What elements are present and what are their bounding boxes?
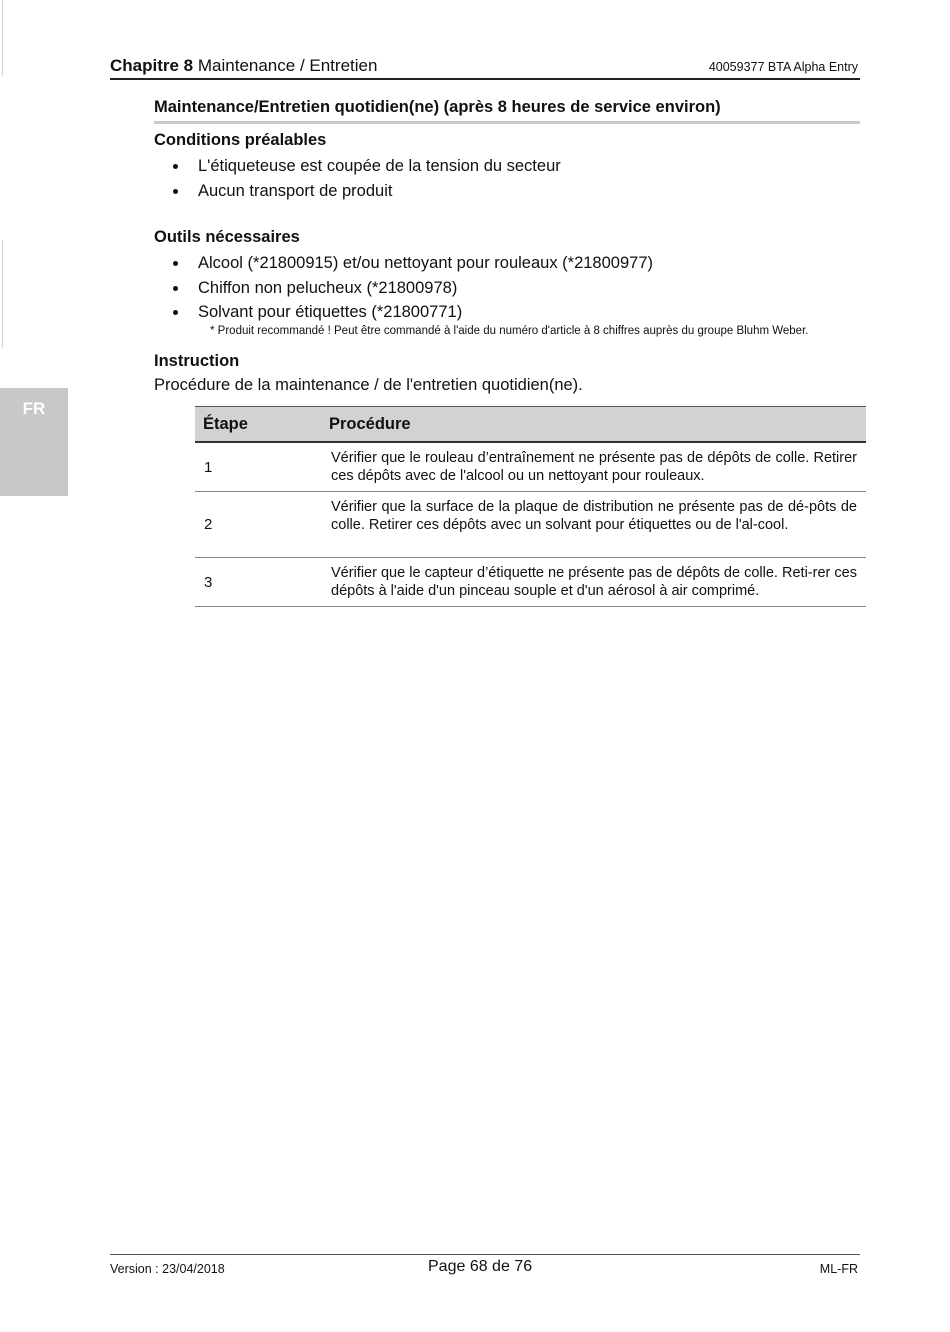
page-footer <box>110 1254 860 1283</box>
table-row <box>195 558 866 607</box>
version-date: Version : 23/04/2018 <box>110 1262 225 1276</box>
prerequisites-heading: Conditions préalables <box>154 131 327 149</box>
procedure-text: Vérifier que la surface de la plaque de distribution ne présente pas de dé-pôts de colle. Retirer ces dépôts avec un solvant pour étiquettes ou de l'al-cool. <box>331 499 857 533</box>
section-title: Maintenance/Entretien quotidien(ne) (après 8 heures de service environ) <box>154 98 860 124</box>
prerequisites-list <box>170 156 561 205</box>
tools-heading: Outils nécessaires <box>154 228 300 246</box>
instruction-heading: Instruction <box>154 352 240 370</box>
table-header-row <box>195 407 866 443</box>
table-row <box>195 492 866 558</box>
tools-footnote: * Produit recommandé ! Peut être commandé à l'aide du numéro d'article à 8 chiffres auprès du groupe Bluhm Weber. <box>210 325 809 337</box>
procedure-text: Vérifier que le capteur d’étiquette ne présente pas de dépôts de colle. Reti-rer ces dépôts à l'aide d'un pinceau souple et d'un aérosol à air comprimé. <box>331 565 857 599</box>
step-number: 1 <box>204 459 213 476</box>
column-header-procedure: Procédure <box>329 415 411 433</box>
language-tab-label: FR <box>22 399 46 418</box>
chapter-name: Maintenance / Entretien <box>197 56 378 75</box>
tools-list <box>170 253 653 327</box>
list-item: Aucun transport de produit <box>170 181 561 206</box>
document-id: 40059377 BTA Alpha Entry <box>708 60 858 74</box>
page-edge-line <box>2 0 3 76</box>
list-item: Alcool (*21800915) et/ou nettoyant pour rouleaux (*21800977) <box>170 253 653 278</box>
list-item: Chiffon non pelucheux (*21800978) <box>170 278 653 303</box>
table-row <box>195 443 866 492</box>
step-number: 3 <box>204 574 213 591</box>
procedure-text: Vérifier que le rouleau d’entraînement ne présente pas de dépôts de colle. Retirer ces dépôts avec de l'alcool ou un nettoyant pour rouleaux. <box>331 450 857 484</box>
page-edge-line <box>2 240 3 348</box>
page-header <box>110 56 860 80</box>
procedure-table <box>195 406 866 607</box>
chapter-prefix: Chapitre 8 <box>110 56 194 75</box>
column-header-step: Étape <box>203 415 248 433</box>
language-tab <box>0 388 68 496</box>
language-code: ML-FR <box>819 1262 858 1276</box>
instruction-text: Procédure de la maintenance / de l'entretien quotidien(ne). <box>154 376 583 394</box>
list-item: L'étiqueteuse est coupée de la tension du secteur <box>170 156 561 181</box>
step-number: 2 <box>204 516 213 533</box>
chapter-title <box>110 56 377 76</box>
list-item: Solvant pour étiquettes (*21800771) <box>170 302 653 327</box>
page-number: Page 68 de 76 <box>428 1258 533 1275</box>
